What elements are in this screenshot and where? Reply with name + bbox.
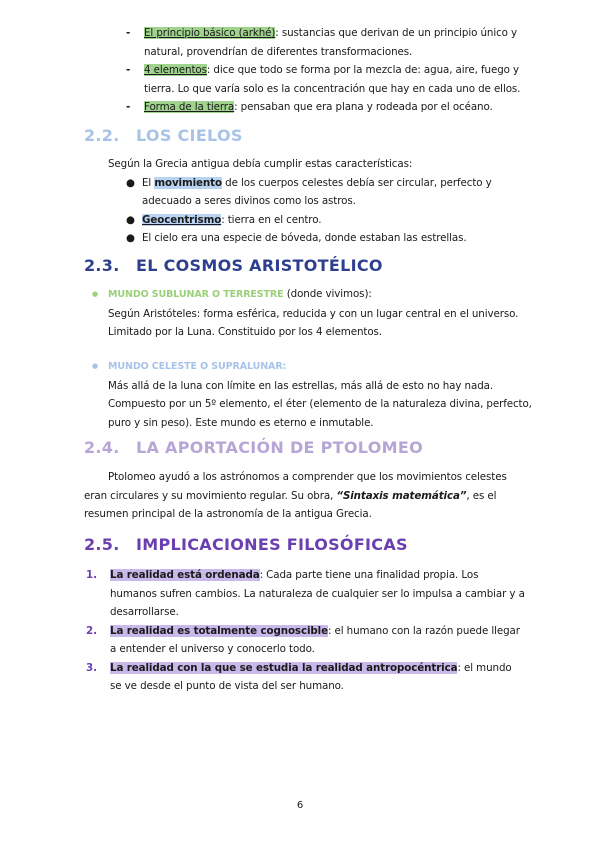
sublunar-text: Según Aristóteles: forma esférica, reducida y con un lugar central en el universo. Limitado por la Luna. Constituido por los 4 elementos. <box>108 307 519 338</box>
list-item <box>126 229 528 248</box>
list-item <box>126 174 528 211</box>
list-item <box>86 659 526 696</box>
section-heading-cosmos <box>84 256 383 275</box>
ptolomeo-text: , es el resumen principal de la astronomía de la antigua Grecia. <box>84 489 497 520</box>
section-heading-cielos <box>84 126 243 145</box>
cosmos-celeste <box>92 357 532 432</box>
page-number: 6 <box>296 800 304 811</box>
term-elementos: 4 elementos <box>144 64 207 76</box>
bullet-icon: ● <box>126 232 135 244</box>
cielos-body <box>108 155 528 248</box>
item-text: : sustancias que derivan de un principio único y natural, provendrían de diferentes transformaciones. <box>144 27 518 58</box>
celeste-text: Más allá de la luna con límite en las estrellas, más allá de esto no hay nada. Compuesto por un 5º elemento, el éter (elemento de la naturaleza divina, perfecto, puro y sin peso). Este mundo es eterno e inmutable. <box>108 379 532 429</box>
section-title: EL COSMOS ARISTOTÉLICO <box>136 256 383 275</box>
list-item <box>86 622 526 659</box>
list-item <box>92 285 532 342</box>
bullet-icon: ● <box>92 290 99 298</box>
section-heading-ptolomeo <box>84 438 423 457</box>
section-number: 2.5. <box>84 535 120 554</box>
list-item <box>126 61 526 98</box>
bullet-icon: ● <box>126 176 135 189</box>
dash-marker: - <box>126 27 131 39</box>
item-text: El cielo era una especie de bóveda, donde estaban las estrellas. <box>142 232 467 244</box>
item-text: : tierra en el centro. <box>221 213 322 226</box>
item-text: de los cuerpos celestes debía ser circular, perfecto y adecuado a seres divinos como los astros. <box>142 176 492 207</box>
implicaciones-list <box>86 566 526 696</box>
sublunar-heading: MUNDO SUBLUNAR O TERRESTRE <box>108 289 284 300</box>
section-heading-implicaciones <box>84 535 408 554</box>
bullet-icon: ● <box>126 213 135 226</box>
item-number: 2. <box>86 624 97 637</box>
section-title: IMPLICACIONES FILOSÓFICAS <box>136 535 408 554</box>
section-number: 2.4. <box>84 438 120 457</box>
dash-marker: - <box>126 64 131 76</box>
term-arkhe: El principio básico (arkhé) <box>144 27 276 39</box>
item-text: El <box>142 176 155 189</box>
list-item <box>92 357 532 432</box>
item-number: 3. <box>86 661 97 674</box>
section-number: 2.3. <box>84 256 120 275</box>
bullet-icon: ● <box>92 362 99 370</box>
list-item <box>126 98 526 117</box>
work-title: “Sintaxis matemática” <box>336 489 467 502</box>
list-item <box>86 566 526 622</box>
ptolomeo-body <box>84 468 530 524</box>
item-text: : el humano con la razón puede llegar a entender el universo y conocerlo todo. <box>110 624 520 655</box>
item-text: : Cada parte tiene una finalidad propia. Los humanos sufren cambios. La naturaleza de cualquier ser lo impulsa a cambiar y a desarrollarse. <box>110 569 525 618</box>
dash-marker: - <box>126 101 131 113</box>
celeste-heading: MUNDO CELESTE O SUPRALUNAR: <box>108 361 287 372</box>
term-forma-tierra: Forma de la tierra <box>144 101 235 113</box>
list-item <box>126 24 526 61</box>
term-movimiento: movimiento <box>154 176 222 189</box>
list-item <box>126 211 528 230</box>
section-title: LA APORTACIÓN DE PTOLOMEO <box>136 438 423 457</box>
term-ordenada: La realidad está ordenada <box>110 569 260 581</box>
item-text: : dice que todo se forma por la mezcla de: agua, aire, fuego y tierra. Lo que varía solo es la concentración que hay en cada uno de ellos. <box>144 64 521 95</box>
sublunar-note: (donde vivimos): <box>283 288 372 300</box>
term-cognoscible: La realidad es totalmente cognoscible <box>110 624 328 637</box>
intro-list <box>126 24 526 117</box>
cosmos-sublunar <box>92 285 532 342</box>
ptolomeo-text: Ptolomeo ayudó a los astrónomos a comprender que los movimientos celestes eran circulares y su movimiento regular. Su obra, <box>84 471 507 502</box>
cielos-intro: Según la Grecia antigua debía cumplir estas características: <box>108 158 413 170</box>
item-text: : el mundo se ve desde el punto de vista del ser humano. <box>110 661 512 692</box>
section-number: 2.2. <box>84 126 120 145</box>
section-title: LOS CIELOS <box>136 126 243 145</box>
term-antropocentrica: La realidad con la que se estudia la realidad antropocéntrica <box>110 661 458 674</box>
item-text: : pensaban que era plana y rodeada por el océano. <box>234 101 493 113</box>
item-number: 1. <box>86 569 97 581</box>
term-geocentrismo: Geocentrismo <box>142 213 222 226</box>
